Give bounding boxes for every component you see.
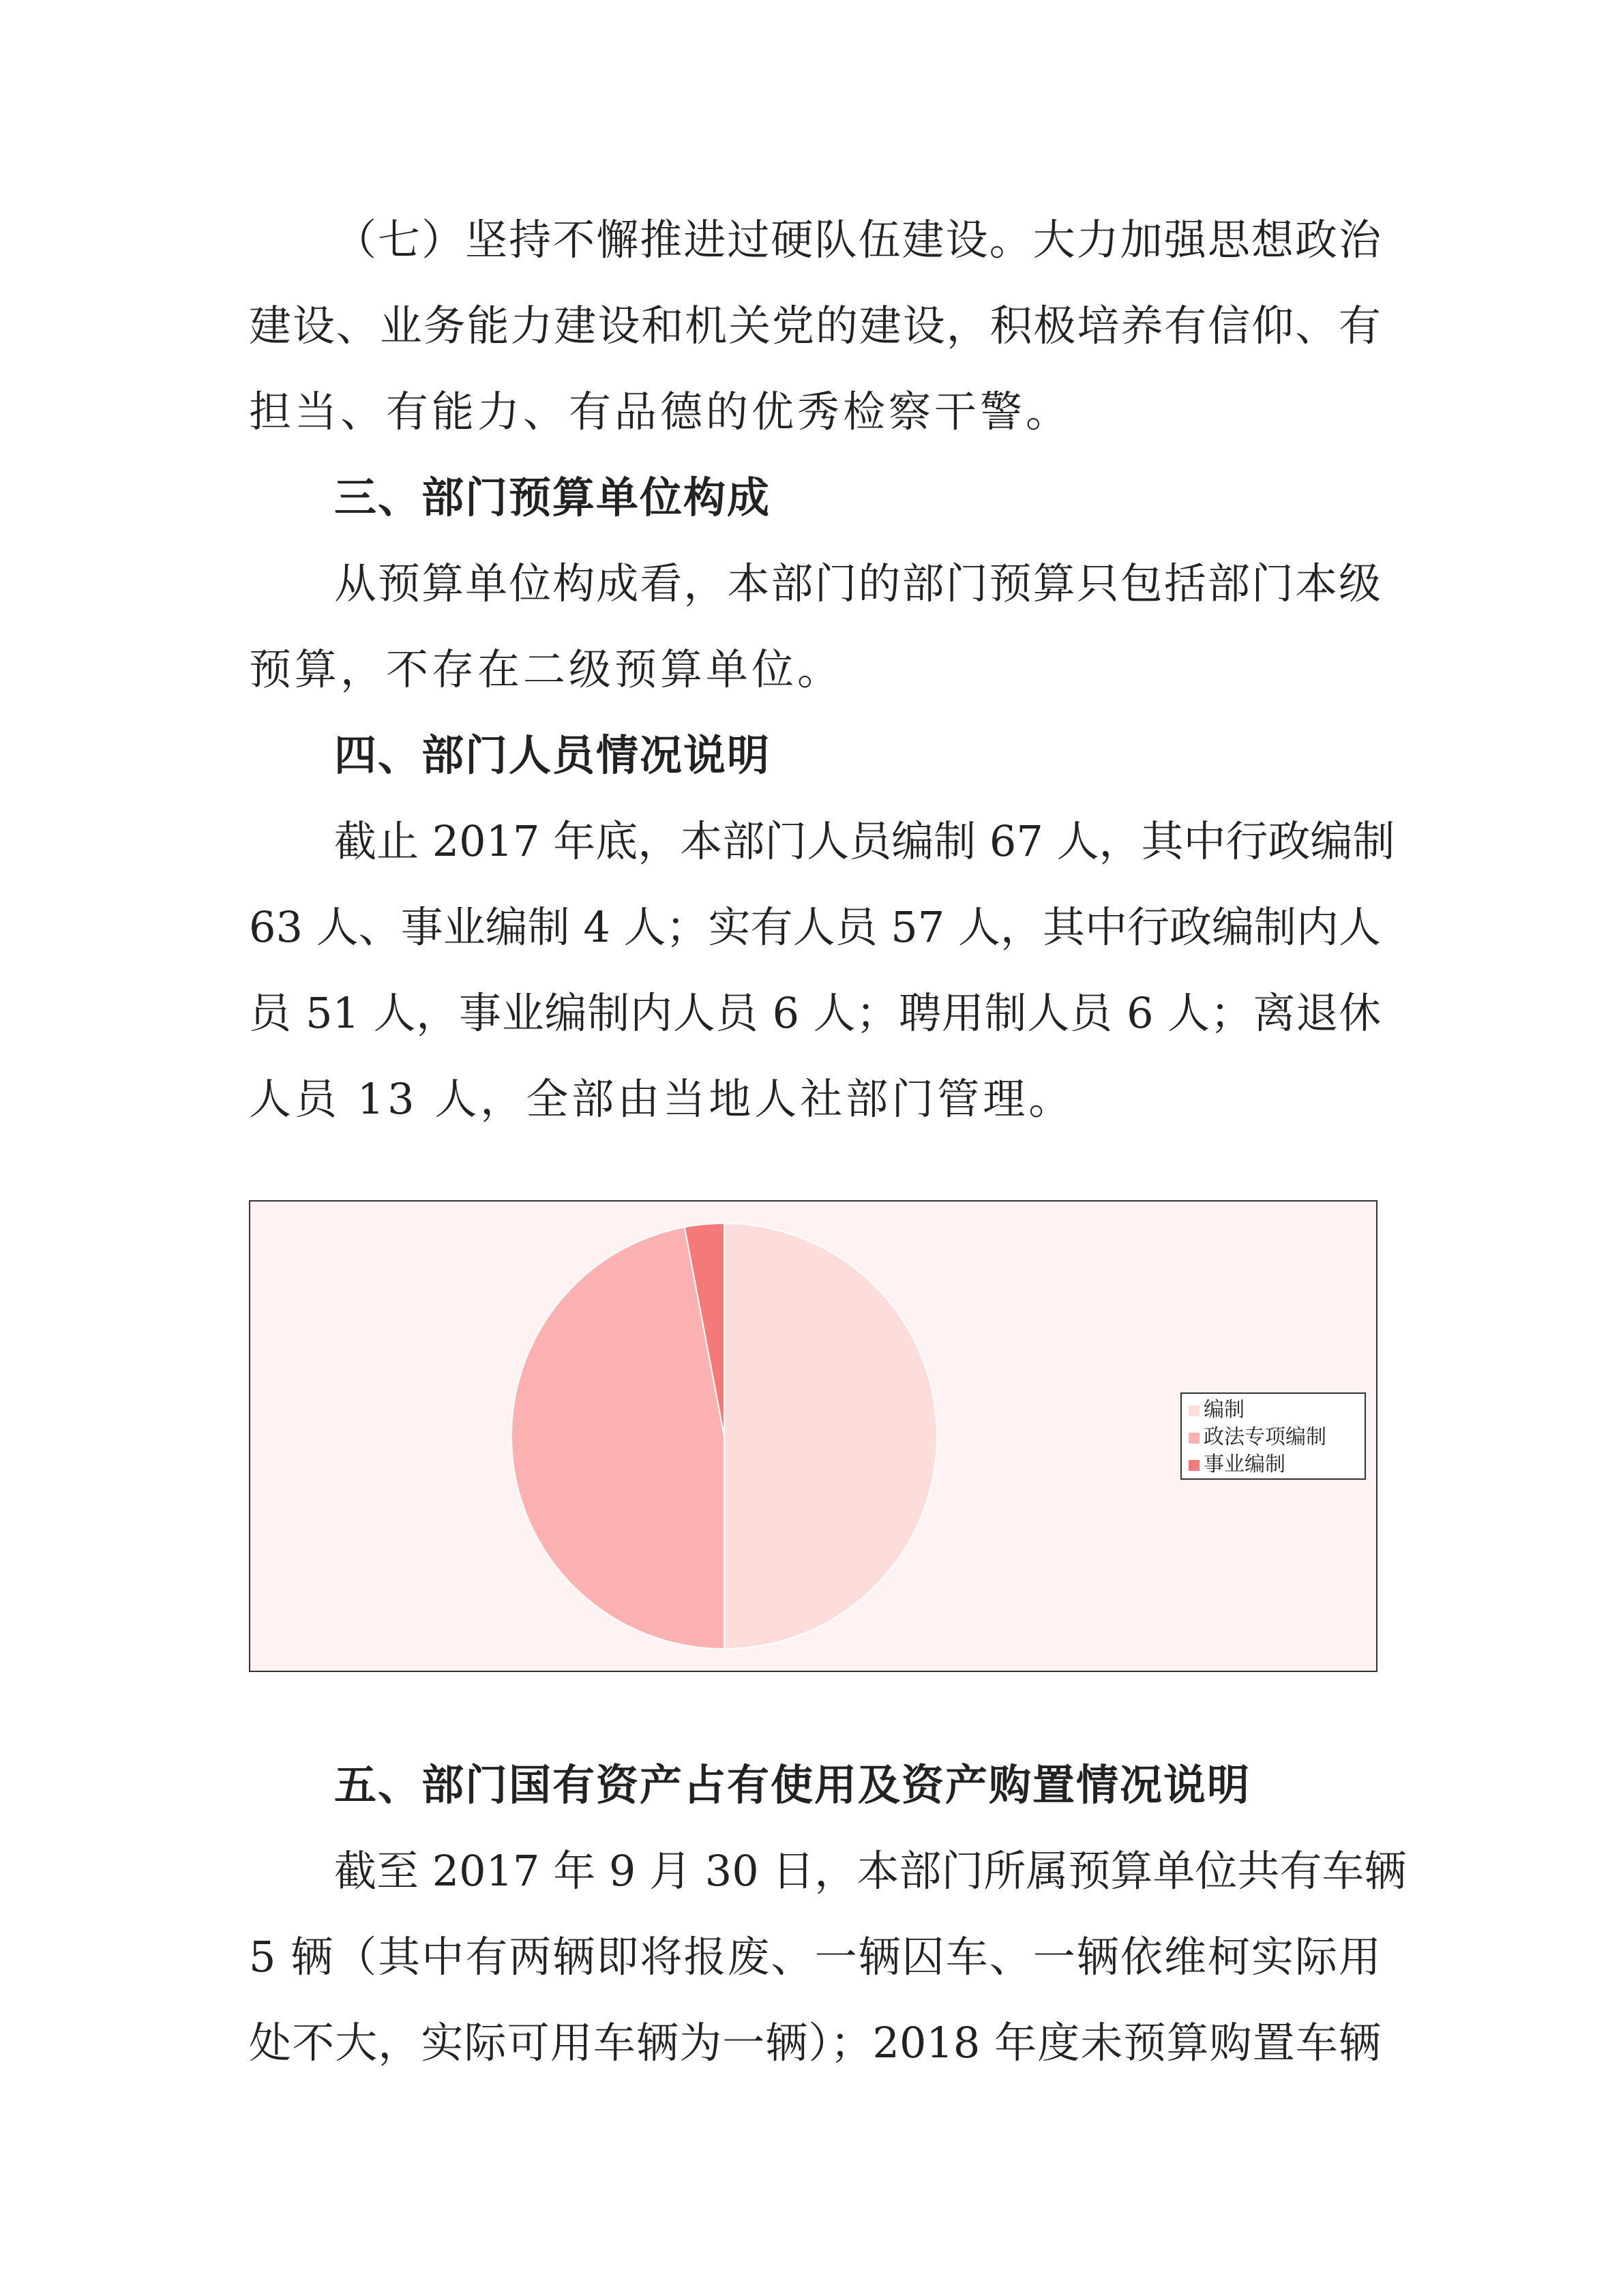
section-3-heading: 三、部门预算单位构成: [334, 473, 771, 522]
pie-slice-bianzhi: [724, 1223, 937, 1649]
legend-swatch: [1189, 1405, 1200, 1416]
section-4-line-4: 人员 13 人，全部由当地人社部门管理。: [249, 1074, 1075, 1124]
section-4-line-3: 员 51 人，事业编制内人员 6 人；聘用制人员 6 人；离退休: [249, 988, 1381, 1038]
paragraph-7-line-3: 担当、有能力、有品德的优秀检察干警。: [249, 387, 1072, 436]
legend-label: 编制: [1204, 1398, 1245, 1422]
section-5-line-2: 5 辆（其中有两辆即将报废、一辆囚车、一辆依维柯实际用: [249, 1932, 1381, 1982]
staffing-pie-chart: [249, 1200, 1378, 1672]
section-4-heading: 四、部门人员情况说明: [334, 730, 771, 780]
section-5-heading: 五、部门国有资产占有使用及资产购置情况说明: [334, 1760, 1251, 1810]
legend-label: 事业编制: [1204, 1452, 1285, 1476]
section-5-line-3: 处不大，实际可用车辆为一辆）；2018 年度未预算购置车辆: [249, 2018, 1381, 2068]
legend-item-shiye: [1189, 1451, 1358, 1478]
legend-item-zhengfa: [1189, 1424, 1358, 1451]
paragraph-7-line-1: （七）坚持不懈推进过硬队伍建设。大力加强思想政治: [334, 215, 1381, 265]
legend-item-bianzhi: [1189, 1397, 1358, 1424]
legend-label: 政法专项编制: [1204, 1425, 1326, 1449]
section-3-line-2: 预算，不存在二级预算单位。: [249, 644, 844, 694]
chart-legend: [1180, 1392, 1366, 1480]
legend-swatch: [1189, 1460, 1200, 1471]
section-4-line-2: 63 人、事业编制 4 人；实有人员 57 人，其中行政编制内人: [249, 902, 1381, 952]
section-5-line-1: 截至 2017 年 9 月 30 日，本部门所属预算单位共有车辆: [334, 1846, 1407, 1896]
pie-slice-zhengfa: [511, 1227, 724, 1649]
section-4-line-1: 截止 2017 年底，本部门人员编制 67 人，其中行政编制: [334, 816, 1395, 866]
legend-swatch: [1189, 1433, 1200, 1444]
paragraph-7-line-2: 建设、业务能力建设和机关党的建设，积极培养有信仰、有: [249, 301, 1381, 351]
section-3-line-1: 从预算单位构成看，本部门的部门预算只包括部门本级: [334, 558, 1381, 608]
